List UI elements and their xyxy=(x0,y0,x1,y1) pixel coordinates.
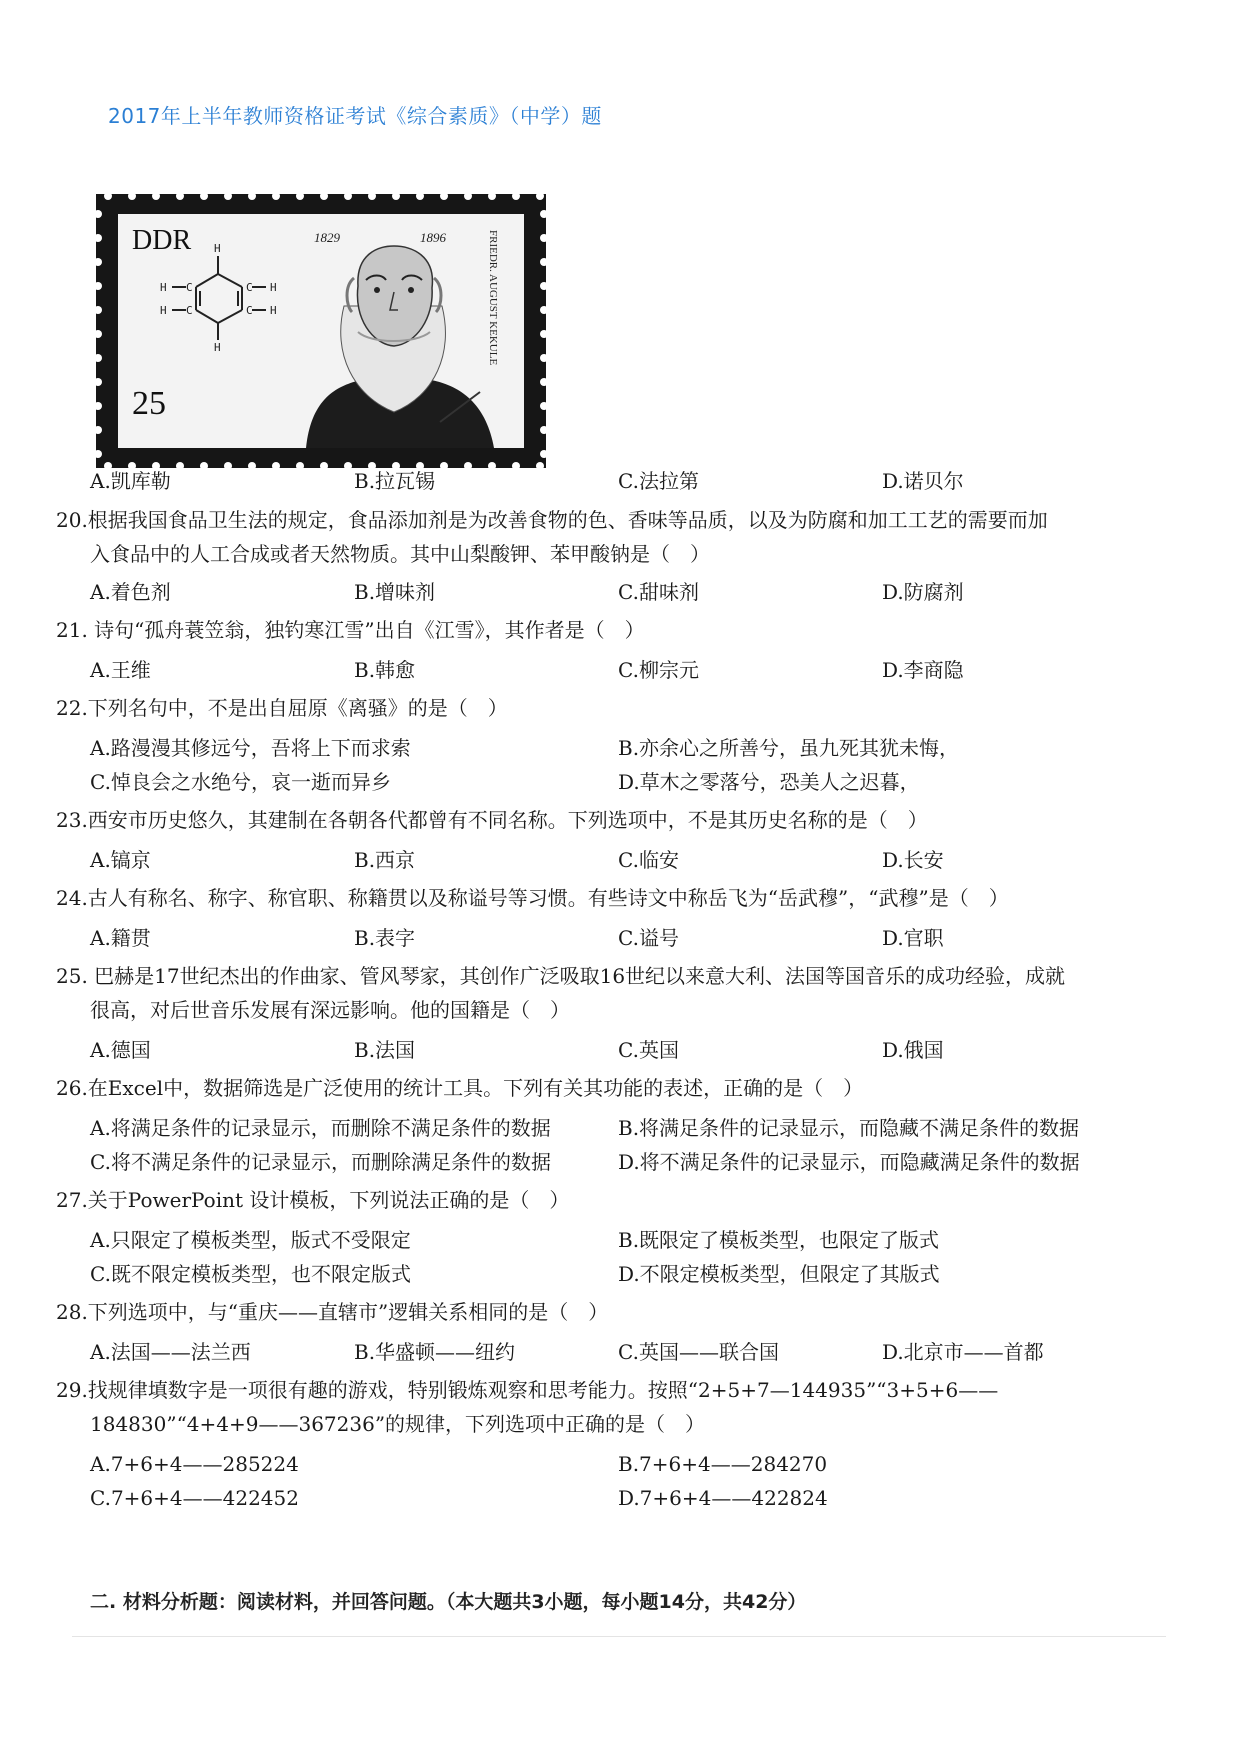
q29-stem-line1: 29.找规律填数字是一项很有趣的游戏，特别锻炼观察和思考能力。按照“2+5+7—144935”“3+5+6—— xyxy=(56,1378,999,1402)
q20-option-a: A.着色剂 xyxy=(90,580,171,604)
q23-stem: 23.西安市历史悠久，其建制在各朝各代都曾有不同名称。下列选项中，不是其历史名称的是（ ） xyxy=(56,808,928,832)
q26-option-a: A.将满足条件的记录显示，而删除不满足条件的数据 xyxy=(90,1116,551,1140)
q26-option-b: B.将满足条件的记录显示，而隐藏不满足条件的数据 xyxy=(618,1116,1080,1140)
q29-option-a: A.7+6+4——285224 xyxy=(90,1452,299,1476)
svg-text:H: H xyxy=(270,304,277,317)
q24-stem: 24.古人有称名、称字、称官职、称籍贯以及称谥号等习惯。有些诗文中称岳飞为“岳武穆”，“武穆”是（ ） xyxy=(56,886,1009,910)
q26-option-d: D.将不满足条件的记录显示，而隐藏满足条件的数据 xyxy=(618,1150,1080,1174)
q28-option-d: D.北京市——首都 xyxy=(882,1340,1044,1364)
svg-text:H: H xyxy=(160,281,167,294)
q24-options xyxy=(90,921,1150,955)
page-title: 2017年上半年教师资格证考试《综合素质》（中学）题 xyxy=(108,104,602,128)
q29-option-d: D.7+6+4——422824 xyxy=(618,1486,828,1510)
q27-options-row2 xyxy=(90,1257,1150,1291)
svg-text:C: C xyxy=(186,281,193,294)
q25-options xyxy=(90,1033,1150,1067)
q27-option-b: B.既限定了模板类型，也限定了版式 xyxy=(618,1228,940,1252)
q21-stem: 21. 诗句“孤舟蓑笠翁，独钓寒江雪”出自《江雪》，其作者是（ ） xyxy=(56,618,645,642)
q26-stem: 26.在Excel中，数据筛选是广泛使用的统计工具。下列有关其功能的表述，正确的是（ ） xyxy=(56,1076,864,1100)
q25-stem-line2: 很高，对后世音乐发展有深远影响。他的国籍是（ ） xyxy=(90,998,570,1022)
q29-stem-line2: 184830”“4+4+9——367236”的规律，下列选项中正确的是（ ） xyxy=(90,1412,706,1436)
section-heading: 二. 材料分析题：阅读材料，并回答问题。（本大题共3小题，每小题14分，共42分） xyxy=(90,1591,807,1613)
q27-option-d: D.不限定模板类型，但限定了其版式 xyxy=(618,1262,940,1286)
q28-stem: 28.下列选项中，与“重庆——直辖市”逻辑关系相同的是（ ） xyxy=(56,1300,609,1324)
stamp-year-birth: 1829 xyxy=(314,230,340,245)
q28-options xyxy=(90,1335,1150,1369)
q28-option-c: C.英国——联合国 xyxy=(618,1340,779,1364)
q27-options-row1 xyxy=(90,1223,1150,1257)
stamp-svg xyxy=(96,194,546,468)
q19-options xyxy=(90,464,1150,498)
q21-option-a: A.王维 xyxy=(90,658,151,682)
q22-stem: 22.下列名句中，不是出自屈原《离骚》的是（ ） xyxy=(56,696,508,720)
q29-option-c: C.7+6+4——422452 xyxy=(90,1486,299,1510)
q28-option-a: A.法国——法兰西 xyxy=(90,1340,251,1364)
q19-option-d: D.诺贝尔 xyxy=(882,469,964,493)
q25-option-d: D.俄国 xyxy=(882,1038,944,1062)
q20-option-d: D.防腐剂 xyxy=(882,580,964,604)
q22-option-a: A.路漫漫其修远兮，吾将上下而求索 xyxy=(90,736,411,760)
page-divider xyxy=(72,1636,1166,1637)
q19-option-c: C.法拉第 xyxy=(618,469,699,493)
svg-text:C: C xyxy=(246,281,253,294)
svg-text:H: H xyxy=(214,341,221,354)
q26-option-c: C.将不满足条件的记录显示，而删除满足条件的数据 xyxy=(90,1150,551,1174)
svg-text:C: C xyxy=(186,304,193,317)
stamp-year-death: 1896 xyxy=(420,230,446,245)
q19-option-b: B.拉瓦锡 xyxy=(354,469,436,493)
q20-stem-line1: 20.根据我国食品卫生法的规定，食品添加剂是为改善食物的色、香味等品质，以及为防腐和加工工艺的需要而加 xyxy=(56,508,1048,532)
q23-option-d: D.长安 xyxy=(882,848,944,872)
q29-options-row2 xyxy=(90,1481,1150,1515)
q21-option-b: B.韩愈 xyxy=(354,658,416,682)
q24-option-d: D.官职 xyxy=(882,926,944,950)
q22-option-b: B.亦余心之所善兮，虽九死其犹未悔， xyxy=(618,736,960,760)
svg-text:H: H xyxy=(160,304,167,317)
q21-option-c: C.柳宗元 xyxy=(618,658,699,682)
q22-option-d: D.草木之零落兮，恐美人之迟暮， xyxy=(618,770,920,794)
q27-option-a: A.只限定了模板类型，版式不受限定 xyxy=(90,1228,411,1252)
stamp-country: DDR xyxy=(132,225,192,256)
stamp-value: 25 xyxy=(132,385,166,422)
q25-option-b: B.法国 xyxy=(354,1038,416,1062)
q20-stem-line2: 入食品中的人工合成或者天然物质。其中山梨酸钾、苯甲酸钠是（ ） xyxy=(90,542,710,566)
q25-stem-line1: 25. 巴赫是17世纪杰出的作曲家、管风琴家，其创作广泛吸取16世纪以来意大利、法国等国音乐的成功经验，成就 xyxy=(56,964,1066,988)
q29-option-b: B.7+6+4——284270 xyxy=(618,1452,828,1476)
q23-option-b: B.西京 xyxy=(354,848,416,872)
q22-options-row2 xyxy=(90,765,1150,799)
q21-options xyxy=(90,653,1150,687)
stamp-side-text: FRIEDR. AUGUST KEKULE xyxy=(487,230,499,366)
svg-text:H: H xyxy=(214,242,221,255)
q22-option-c: C.悼良会之水绝兮，哀一逝而异乡 xyxy=(90,770,391,794)
q23-option-c: C.临安 xyxy=(618,848,679,872)
q27-stem: 27.关于PowerPoint 设计模板，下列说法正确的是（ ） xyxy=(56,1188,570,1212)
q24-option-a: A.籍贯 xyxy=(90,926,151,950)
q26-options-row2 xyxy=(90,1145,1150,1179)
q25-option-c: C.英国 xyxy=(618,1038,679,1062)
q20-option-c: C.甜味剂 xyxy=(618,580,699,604)
q23-options xyxy=(90,843,1150,877)
svg-text:C: C xyxy=(246,304,253,317)
kekule-stamp-image xyxy=(96,194,546,468)
q26-options-row1 xyxy=(90,1111,1150,1145)
q24-option-b: B.表字 xyxy=(354,926,416,950)
q24-option-c: C.谥号 xyxy=(618,926,679,950)
q29-options-row1 xyxy=(90,1447,1150,1481)
q19-option-a: A.凯库勒 xyxy=(90,469,171,493)
q22-options-row1 xyxy=(90,731,1150,765)
svg-text:H: H xyxy=(270,281,277,294)
q23-option-a: A.镐京 xyxy=(90,848,151,872)
q27-option-c: C.既不限定模板类型，也不限定版式 xyxy=(90,1262,411,1286)
q28-option-b: B.华盛顿——纽约 xyxy=(354,1340,516,1364)
q20-option-b: B.增味剂 xyxy=(354,580,436,604)
q21-option-d: D.李商隐 xyxy=(882,658,964,682)
q20-options xyxy=(90,575,1150,609)
q25-option-a: A.德国 xyxy=(90,1038,151,1062)
